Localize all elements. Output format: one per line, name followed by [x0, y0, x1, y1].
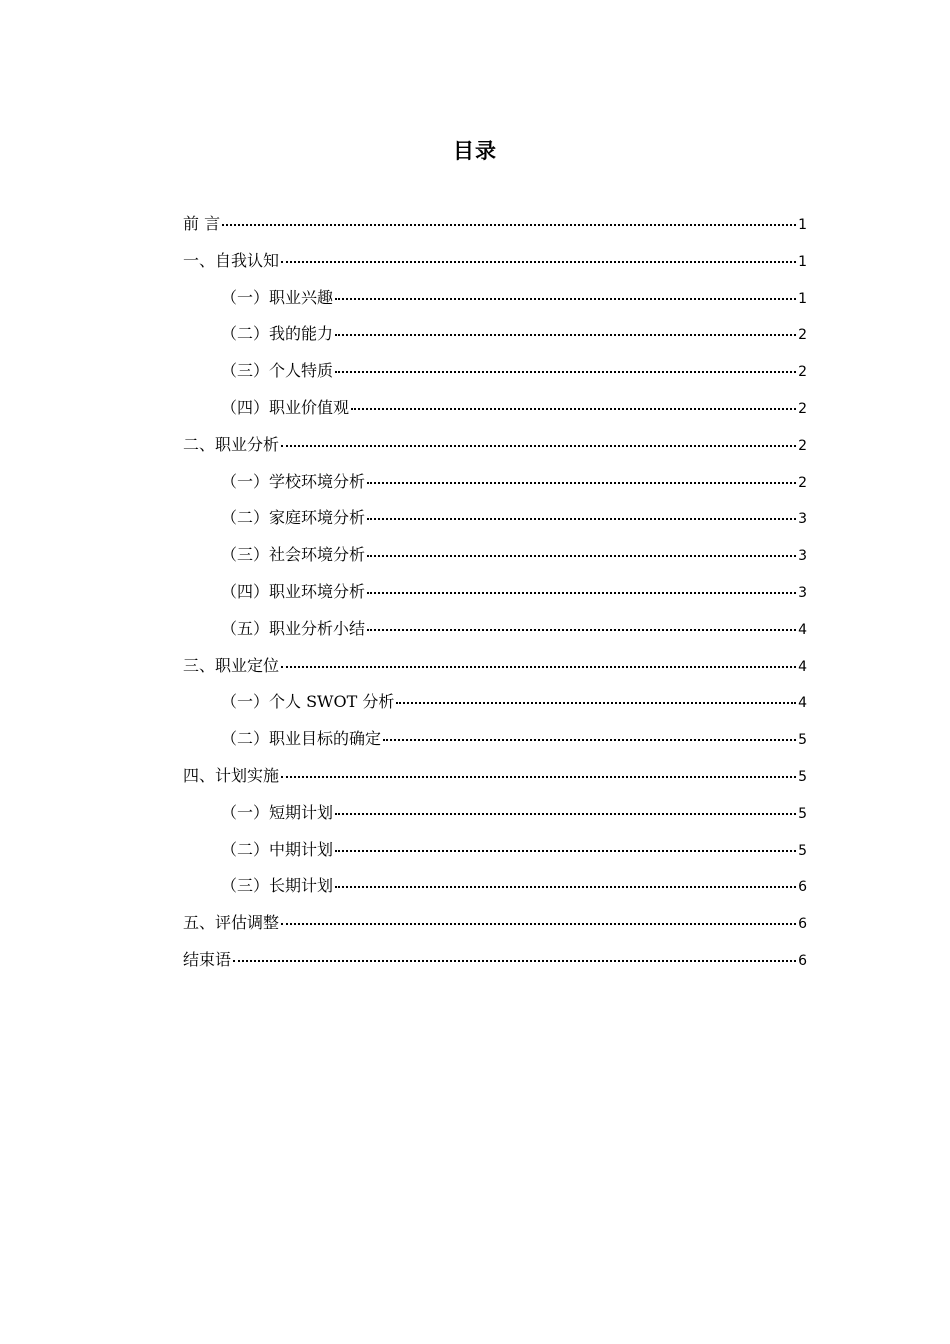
- toc-list: [183, 206, 807, 979]
- toc-entry-page: 6: [798, 952, 807, 969]
- toc-leader-dots: [335, 297, 796, 300]
- toc-entry[interactable]: [183, 832, 807, 869]
- toc-entry[interactable]: [183, 684, 807, 721]
- toc-entry-label: （一）学校环境分析: [221, 471, 366, 491]
- toc-entry-page: 4: [798, 658, 807, 675]
- toc-entry-page: 5: [798, 842, 807, 859]
- toc-entry-page: 3: [798, 548, 807, 565]
- toc-entry-label: （一）短期计划: [221, 802, 334, 822]
- toc-entry[interactable]: [183, 795, 807, 832]
- toc-entry-page: 5: [798, 805, 807, 822]
- toc-entry-page: 1: [798, 290, 807, 307]
- toc-entry[interactable]: [183, 721, 807, 758]
- toc-leader-dots: [281, 775, 796, 778]
- toc-leader-dots: [351, 407, 796, 410]
- toc-entry-page: 1: [798, 253, 807, 270]
- toc-entry-page: 2: [798, 437, 807, 454]
- toc-entry-label: （五）职业分析小结: [221, 618, 366, 638]
- toc-entry-label: （三）社会环境分析: [221, 545, 366, 565]
- toc-leader-dots: [367, 517, 796, 520]
- toc-entry-label: 前 言: [183, 214, 221, 233]
- toc-leader-dots: [335, 370, 796, 373]
- toc-leader-dots: [367, 628, 796, 631]
- toc-leader-dots: [281, 260, 796, 263]
- toc-entry-page: 3: [798, 584, 807, 601]
- toc-entry[interactable]: [183, 427, 807, 464]
- toc-entry-label: 结束语: [183, 949, 232, 969]
- toc-entry-page: 3: [798, 511, 807, 528]
- toc-entry[interactable]: [183, 500, 807, 537]
- toc-entry-label: （一）个人 SWOT 分析: [221, 692, 395, 712]
- toc-entry-page: 6: [798, 879, 807, 896]
- toc-entry-page: 2: [798, 474, 807, 491]
- toc-entry-label: （三）个人特质: [221, 361, 334, 381]
- toc-leader-dots: [335, 885, 796, 888]
- toc-leader-dots: [281, 922, 796, 925]
- toc-leader-dots: [335, 849, 796, 852]
- toc-entry[interactable]: [183, 537, 807, 574]
- toc-entry[interactable]: [183, 905, 807, 942]
- toc-leader-dots: [383, 738, 796, 741]
- toc-entry-page: 4: [798, 695, 807, 712]
- toc-title: 目录: [453, 139, 497, 163]
- toc-entry-label: 一、自我认知: [183, 250, 280, 270]
- toc-entry-label: （二）中期计划: [221, 839, 334, 859]
- toc-entry-page: 2: [798, 364, 807, 381]
- toc-entry-page: 1: [798, 217, 807, 233]
- toc-entry-page: 4: [798, 621, 807, 638]
- toc-entry[interactable]: [183, 353, 807, 390]
- toc-entry-page: 5: [798, 732, 807, 749]
- toc-entry-page: 2: [798, 400, 807, 417]
- toc-entry-label: 二、职业分析: [183, 434, 280, 454]
- toc-entry[interactable]: [183, 942, 807, 979]
- toc-leader-dots: [281, 444, 796, 447]
- toc-entry-page: 5: [798, 768, 807, 785]
- toc-entry-label: （二）家庭环境分析: [221, 508, 366, 528]
- toc-entry[interactable]: [183, 243, 807, 280]
- toc-leader-dots: [281, 665, 796, 668]
- toc-entry-label: （二）职业目标的确定: [221, 729, 382, 749]
- toc-entry-label: （四）职业价值观: [221, 397, 350, 417]
- toc-entry-label: （三）长期计划: [221, 876, 334, 896]
- toc-entry-label: （四）职业环境分析: [221, 581, 366, 601]
- toc-entry-label: 五、评估调整: [183, 913, 280, 933]
- toc-entry-page: 6: [798, 916, 807, 933]
- toc-leader-dots: [367, 481, 796, 484]
- toc-entry[interactable]: [183, 868, 807, 905]
- toc-entry[interactable]: [183, 464, 807, 501]
- toc-entry-label: 四、计划实施: [183, 765, 280, 785]
- toc-entry[interactable]: [183, 611, 807, 648]
- toc-leader-dots: [335, 333, 796, 336]
- toc-entry-label: 三、职业定位: [183, 655, 280, 675]
- toc-entry[interactable]: [183, 206, 807, 243]
- toc-leader-dots: [367, 591, 796, 594]
- toc-leader-dots: [335, 812, 796, 815]
- toc-entry-page: 2: [798, 327, 807, 344]
- toc-entry[interactable]: [183, 316, 807, 353]
- toc-entry[interactable]: [183, 648, 807, 685]
- toc-leader-dots: [396, 701, 796, 704]
- toc-leader-dots: [233, 959, 796, 962]
- toc-leader-dots: [367, 554, 796, 557]
- toc-entry-label: （二）我的能力: [221, 324, 334, 344]
- toc-leader-dots: [222, 223, 796, 226]
- toc-entry[interactable]: [183, 574, 807, 611]
- toc-entry[interactable]: [183, 390, 807, 427]
- toc-entry[interactable]: [183, 758, 807, 795]
- toc-entry[interactable]: [183, 280, 807, 317]
- toc-entry-label: （一）职业兴趣: [221, 287, 334, 307]
